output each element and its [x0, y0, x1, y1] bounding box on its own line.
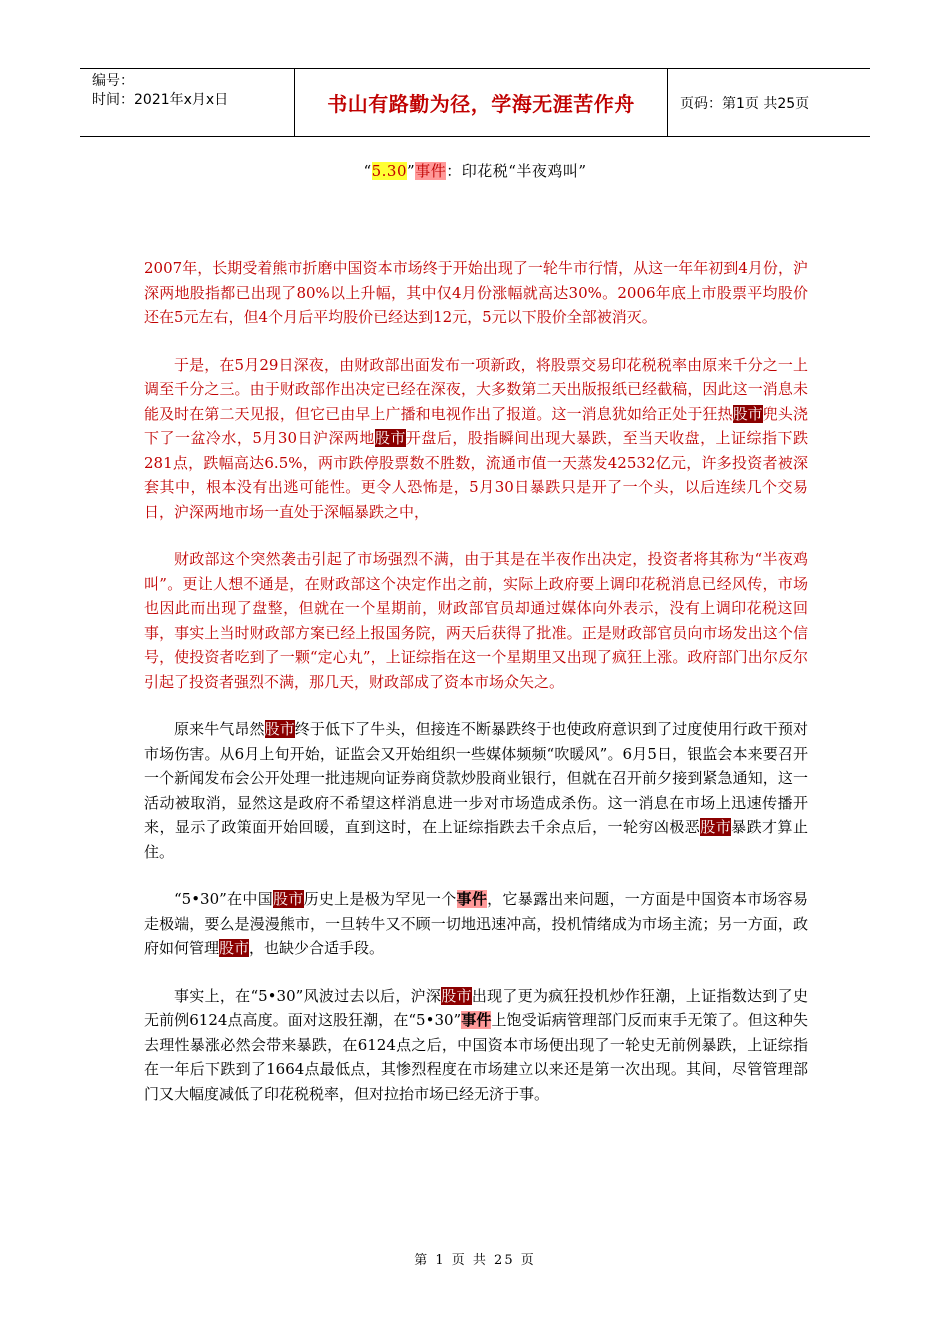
keyword-stock-market: 股市	[732, 404, 763, 423]
page-code-text: 页码：第1页 共25页	[680, 95, 810, 112]
paragraph-6-text-a: 事实上，在“5•30”风波过去以后，沪深	[174, 986, 442, 1005]
page-footer: 第 1 页 共 25 页	[414, 1253, 536, 1268]
title-quote-open: “	[363, 162, 372, 180]
paragraph-4	[144, 717, 808, 864]
keyword-event: 事件	[456, 890, 488, 908]
paragraph-2-text-c: 开盘后，股指瞬间出现大暴跌，至当天收盘，上证综指下跌281点，跌幅高达6.5%，两市跌停股票数不胜数，流通市值一天蒸发42532亿元，许多投资者被深套其中，根本没有出逃可能性。更令人恐怖是，5月30日暴跌只是开了一个头，以后连续几个交易日，沪深两地市场一直处于深幅暴跌之中，	[144, 429, 808, 521]
document-body	[144, 256, 808, 1106]
keyword-event: 事件	[461, 1011, 492, 1029]
paragraph-6-text-b: 出现了更为疯狂投机炒作狂潮，上证指数达到了史无前例6124点高度。面对这股狂潮，在“5•30”	[144, 986, 808, 1029]
header-page-code	[668, 69, 870, 136]
keyword-stock-market: 股市	[700, 818, 732, 836]
paragraph-2	[144, 353, 808, 525]
paragraph-5-text-b: 历史上是极为罕见一个	[303, 890, 457, 908]
document-title	[0, 160, 950, 181]
keyword-stock-market: 股市	[441, 986, 472, 1005]
paragraph-3: 财政部这个突然袭击引起了市场强烈不满，由于其是在半夜作出决定，投资者将其称为“半夜鸡叫”。更让人想不通是，在财政部这个决定作出之前，实际上政府要上调印花税消息已经风传，市场也因此而出现了盘整，但就在一个星期前，财政部官员却通过媒体向外表示，没有上调印花税这回事，事实上当时财政部方案已经上报国务院，两天后获得了批准。正是财政部官员向市场发出这个信号，使投资者吃到了一颗“定心丸”，上证综指在这一个星期里又出现了疯狂上涨。政府部门出尔反尔引起了投资者强烈不满，那几天，财政部成了资本市场众矢之。	[144, 550, 808, 691]
paragraph-6	[144, 984, 808, 1107]
paragraph-4-text-c: 暴跌才算止住。	[144, 818, 808, 861]
title-rest: ：印花税“半夜鸡叫”	[446, 162, 587, 180]
paragraph-4-text-b: 终于低下了牛头，但接连不断暴跌终于也使政府意识到了过度使用行政干预对市场伤害。从6月上旬开始，证监会又开始组织一些媒体频频“吹暖风”。6月5日，银监会本来要召开一个新闻发布会公开处理一批违规向证券商贷款炒股商业银行，但就在召开前夕接到紧急通知，这一活动被取消，显然这是政府不希望这样消息进一步对市场造成杀伤。这一消息在市场上迅速传播开来，显示了政策面开始回暖，直到这时，在上证综指跌去千余点后，一轮穷凶极恶	[144, 720, 808, 836]
paragraph-1: 2007年，长期受着熊市折磨中国资本市场终于开始出现了一轮牛市行情，从这一年年初到4月份，沪深两地股指都已出现了80%以上升幅，其中仅4月份涨幅就高达30%。2006年底上市股票平均股价还在5元左右，但4个月后平均股价已经达到12元，5元以下股价全部被消灭。	[144, 259, 808, 326]
paragraph-2-text-a: 于是，在5月29日深夜，由财政部出面发布一项新政，将股票交易印花税税率由原来千分之一上调至千分之三。由于财政部作出决定已经在深夜，大多数第二天出版报纸已经截稿，因此这一消息未能及时在第二天见报，但它已由早上广播和电视作出了报道。这一消息犹如给正处于狂热	[144, 355, 808, 423]
keyword-stock-market: 股市	[264, 720, 295, 738]
number-label: 编号：	[92, 73, 134, 89]
header-table	[80, 68, 870, 137]
paragraph-5	[144, 887, 808, 961]
time-label: 时间：2021年x月x日	[92, 92, 229, 108]
title-quote-close: ”	[407, 162, 416, 180]
paragraph-4-text-a: 原来牛气昂然	[174, 720, 265, 738]
paragraph-5-text-d: ，也缺少合适手段。	[249, 939, 385, 957]
header-meta	[80, 69, 294, 136]
title-event: 事件	[415, 162, 447, 180]
paragraph-5-text-a: “5•30”在中国	[174, 890, 273, 908]
keyword-stock-market: 股市	[374, 429, 406, 447]
paragraph-6-text-c: 上饱受诟病管理部门反而束手无策了。但这种失去理性暴涨必然会带来暴跌，在6124点之后，中国资本市场便出现了一轮史无前例暴跌，上证综指在一年后下跌到了1664点最低点，其惨烈程度在市场建立以来还是第一次出现。其间，尽管管理部门又大幅度减低了印花税税率，但对拉抬市场已经无济于事。	[144, 1011, 808, 1103]
keyword-stock-market: 股市	[219, 939, 250, 957]
header-motto: 书山有路勤为径，学海无涯苦作舟	[294, 69, 668, 136]
title-date: 5.30	[371, 162, 408, 180]
keyword-stock-market: 股市	[273, 890, 304, 908]
paragraph-2-text-b: 兜头浇下了一盆冷水，5月30日沪深两地	[144, 404, 808, 447]
paragraph-5-text-c: ，它暴露出来问题，一方面是中国资本市场容易走极端，要么是漫漫熊市，一旦转牛又不顾一切地迅速冲高，投机情绪成为市场主流；另一方面，政府如何管理	[144, 890, 808, 957]
